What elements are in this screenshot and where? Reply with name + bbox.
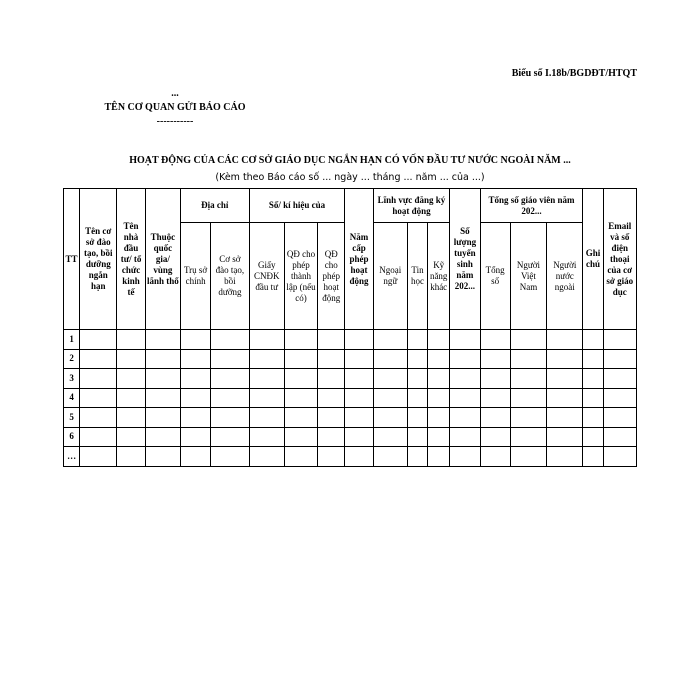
header-establishment-decision: QĐ cho phép thành lập (nếu có) bbox=[284, 223, 317, 330]
header-operation-decision: QĐ cho phép hoạt động bbox=[318, 223, 345, 330]
header-tt: TT bbox=[64, 189, 80, 330]
table-row bbox=[64, 349, 637, 369]
report-title: HOẠT ĐỘNG CỦA CÁC CƠ SỞ GIÁO DỤC NGẮN HẠN CÓ VỐN ĐẦU TƯ NƯỚC NGOÀI NĂM ... bbox=[129, 155, 571, 166]
row-number: 4 bbox=[64, 388, 80, 408]
header-foreign-language: Ngoại ngữ bbox=[373, 223, 407, 330]
agency-block bbox=[95, 87, 255, 129]
header-teachers: Tổng số giáo viên năm 202... bbox=[480, 189, 583, 223]
agency-dots: ... bbox=[171, 88, 179, 99]
header-enrollment: Số lượng tuyển sinh năm 202... bbox=[450, 189, 480, 330]
table-row bbox=[64, 427, 637, 447]
row-number: 6 bbox=[64, 427, 80, 447]
report-subtitle: (Kèm theo Báo cáo số ... ngày ... tháng ... năm ... của ...) bbox=[215, 172, 485, 183]
header-facility-name: Tên cơ sở đào tạo, bồi dưỡng ngắn hạn bbox=[80, 189, 117, 330]
table-row bbox=[64, 388, 637, 408]
header-fields: Lĩnh vực đăng ký hoạt động bbox=[373, 189, 450, 223]
table-row bbox=[64, 330, 637, 350]
table-row bbox=[64, 447, 637, 467]
header-other-skills: Kỹ năng khác bbox=[428, 223, 450, 330]
row-number: 3 bbox=[64, 369, 80, 389]
header-address: Địa chỉ bbox=[180, 189, 249, 223]
agency-underline: ----------- bbox=[156, 116, 194, 127]
header-notes: Ghi chú bbox=[583, 189, 603, 330]
header-country: Thuộc quốc gia/ vùng lãnh thổ bbox=[145, 189, 180, 330]
table-body bbox=[64, 330, 637, 467]
row-number: 1 bbox=[64, 330, 80, 350]
form-code: Biểu số I.18b/BGDĐT/HTQT bbox=[511, 68, 637, 79]
header-email-phone: Email và số điện thoại của cơ sở giáo dục bbox=[603, 189, 636, 330]
header-foreigners: Người nước ngoài bbox=[547, 223, 583, 330]
agency-name: TÊN CƠ QUAN GỬI BÁO CÁO bbox=[104, 102, 246, 113]
header-license-year: Năm cấp phép hoạt động bbox=[345, 189, 373, 330]
header-vietnamese: Người Việt Nam bbox=[510, 223, 546, 330]
row-number: 2 bbox=[64, 349, 80, 369]
header-training-facility: Cơ sở đào tạo, bồi dưỡng bbox=[211, 223, 249, 330]
header-headquarters: Trụ sở chính bbox=[180, 223, 210, 330]
row-number: 5 bbox=[64, 408, 80, 428]
header-investment-certificate: Giấy CNĐK đầu tư bbox=[249, 223, 284, 330]
table-row bbox=[64, 369, 637, 389]
table-row bbox=[64, 408, 637, 428]
report-table bbox=[63, 188, 637, 467]
header-document-numbers: Số/ kí hiệu của bbox=[249, 189, 345, 223]
header-informatics: Tin học bbox=[407, 223, 427, 330]
row-number: … bbox=[64, 447, 80, 467]
header-investor-name: Tên nhà đầu tư/ tổ chức kinh tế bbox=[117, 189, 145, 330]
header-total: Tổng số bbox=[480, 223, 510, 330]
